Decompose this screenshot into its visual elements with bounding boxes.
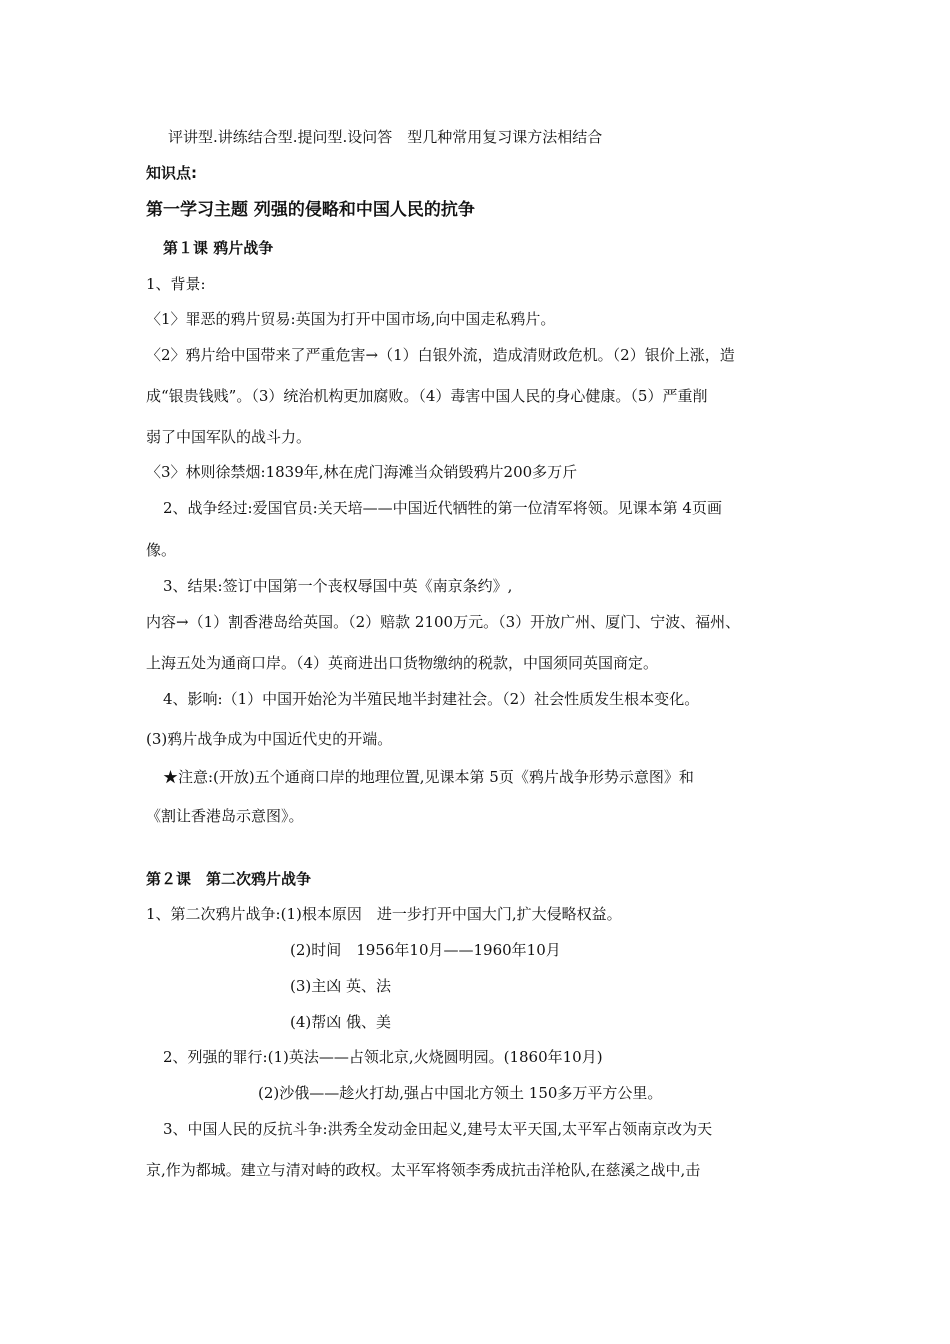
lesson1-paragraph: 4、影响:（1）中国开始沦为半殖民地半封建社会。（2）社会性质发生根本变化。 (163, 690, 700, 708)
lesson1-paragraph: 成“银贵钱贱”。（3）统治机构更加腐败。（4）毒害中国人民的身心健康。（5）严重削 (146, 387, 708, 405)
lesson2-paragraph: 3、中国人民的反抗斗争:洪秀全发动金田起义,建号太平天国,太平军占领南京改为天 (163, 1120, 713, 1138)
lesson1-note: ★注意:(开放)五个通商口岸的地理位置,见课本第 5页《鸦片战争形势示意图》和 (163, 768, 694, 786)
lesson2-paragraph: 京,作为都城。建立与清对峙的政权。太平军将领李秀成抗击洋枪队,在慈溪之战中,击 (146, 1161, 701, 1179)
lesson1-paragraph: 内容→（1）割香港岛给英国。（2）赔款 2100万元。（3）开放广州、厦门、宁波、福州、 (146, 613, 741, 631)
lesson1-paragraph: 〈1〉罪恶的鸦片贸易:英国为打开中国市场,向中国走私鸦片。 (146, 310, 556, 328)
lesson1-section-background: 1、背景: (146, 275, 206, 293)
lesson1-paragraph: 上海五处为通商口岸。（4）英商进出口货物缴纳的税款，中国须同英国商定。 (146, 654, 659, 672)
lesson1-paragraph: 3、结果:签订中国第一个丧权辱国中英《南京条约》, (163, 577, 513, 595)
intro-text: 评讲型.讲练结合型.提问型.设问答 型几种常用复习课方法相结合 (168, 128, 603, 146)
lesson2-paragraph: 2、列强的罪行:(1)英法——占领北京,火烧圆明园。(1860年10月) (163, 1048, 603, 1066)
lesson1-paragraph: 2、战争经过:爱国官员:关天培——中国近代牺牲的第一位清军将领。见课本第 4页画 (163, 499, 722, 517)
lesson1-paragraph: 像。 (146, 541, 177, 559)
lesson2-title: 第２课 第二次鸦片战争 (146, 870, 312, 888)
lesson2-paragraph: (3)主凶 英、法 (290, 977, 392, 995)
lesson1-paragraph: 〈2〉鸦片给中国带来了严重危害→（1）白银外流，造成清财政危机。（2）银价上涨，造 (146, 346, 735, 364)
lesson2-paragraph: (2)时间 1956年10月——1960年10月 (290, 941, 561, 959)
lesson2-paragraph: 1、第二次鸦片战争:(1)根本原因 进一步打开中国大门,扩大侵略权益。 (146, 905, 622, 923)
lesson1-paragraph: (3)鸦片战争成为中国近代史的开端。 (146, 730, 393, 748)
lesson1-paragraph: 〈3〉林则徐禁烟:1839年,林在虎门海滩当众销毁鸦片200多万斤 (146, 463, 578, 481)
lesson1-title: 第１课 鸦片战争 (163, 239, 274, 257)
lesson2-paragraph: (4)帮凶 俄、美 (290, 1013, 392, 1031)
theme-title: 第一学习主题 列强的侵略和中国人民的抗争 (146, 200, 475, 220)
lesson1-paragraph: 弱了中国军队的战斗力。 (146, 428, 312, 446)
lesson2-paragraph: (2)沙俄——趁火打劫,强占中国北方领土 150多万平方公里。 (258, 1084, 663, 1102)
knowledge-label: 知识点: (146, 164, 197, 182)
lesson1-note: 《割让香港岛示意图》。 (146, 807, 304, 825)
